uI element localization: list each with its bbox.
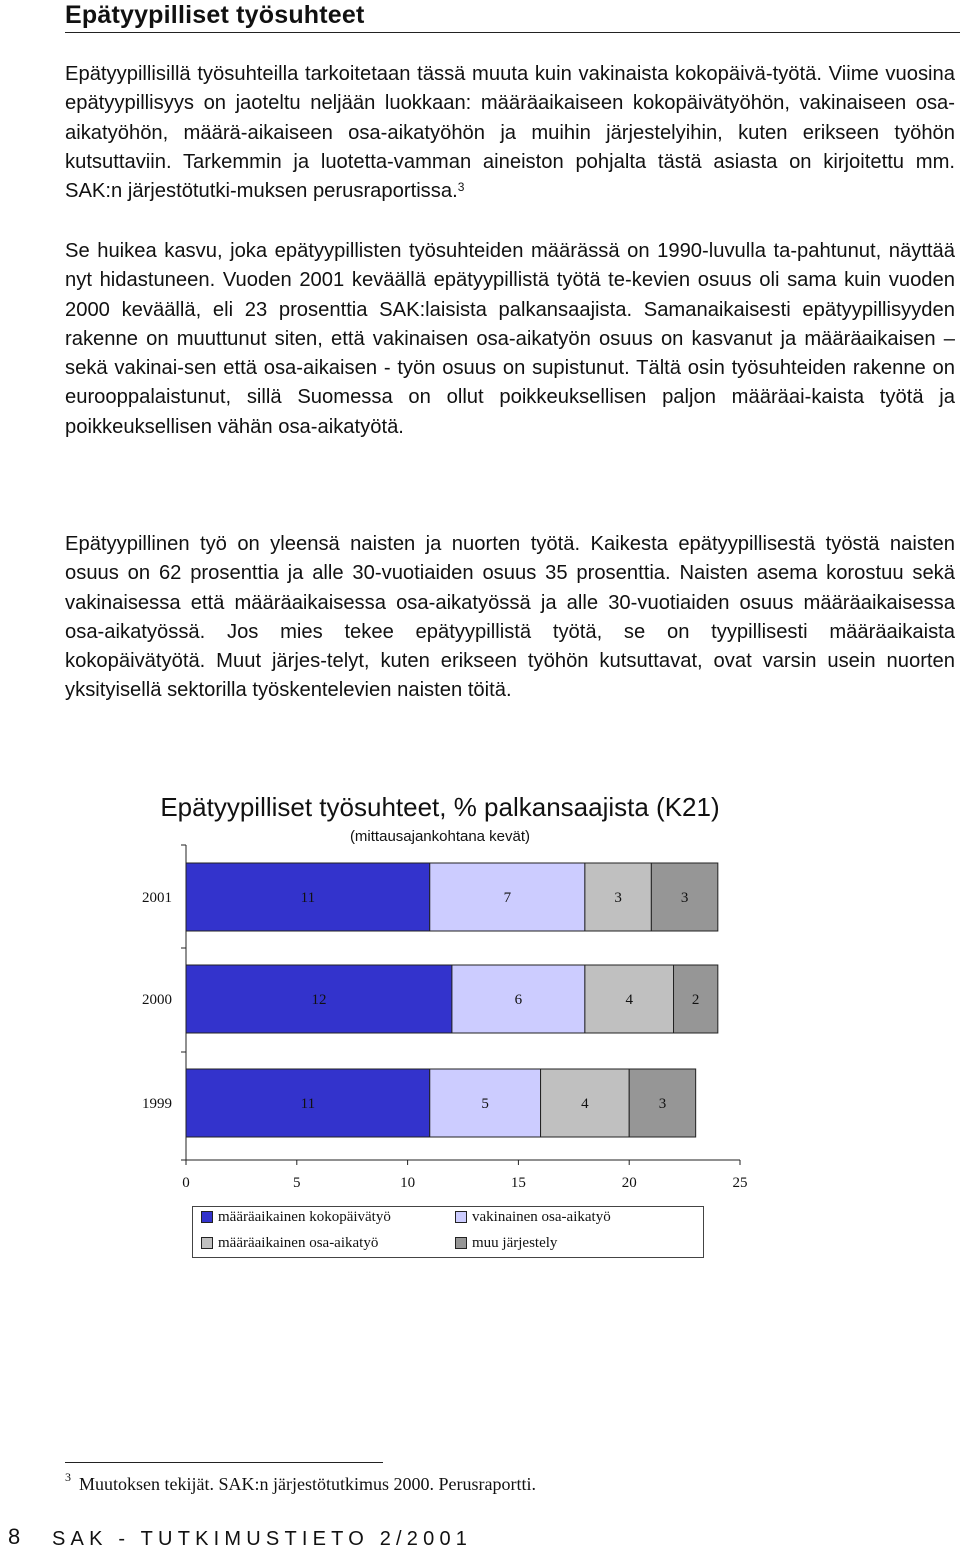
legend-item xyxy=(455,1207,611,1227)
footnote-number: 3 xyxy=(65,1470,71,1484)
x-tick-label: 10 xyxy=(400,1175,416,1191)
y-tick-label: 2000 xyxy=(142,992,172,1008)
x-tick-label: 20 xyxy=(621,1175,637,1191)
legend-swatch xyxy=(201,1237,213,1249)
data-label: 6 xyxy=(514,992,523,1008)
data-label: 3 xyxy=(614,890,622,906)
legend-label: määräaikainen kokopäivätyö xyxy=(218,1209,391,1225)
x-tick-label: 0 xyxy=(182,1175,190,1191)
footnote-text: Muutoksen tekijät. SAK:n järjestötutkimus 2000. Perusraportti. xyxy=(79,1474,536,1494)
data-label: 5 xyxy=(481,1096,489,1112)
x-tick-label: 25 xyxy=(732,1175,748,1191)
legend-item xyxy=(201,1207,391,1227)
footnote xyxy=(65,1470,536,1495)
paragraph-1-text: Epätyypillisillä työsuhteilla tarkoitetaan tässä muuta kuin vakinaista kokopäivä-työtä. Viime vuosina epätyypillisyys on jaoteltu neljään luokkaan: määräaikaiseen kokopäivätyöhön, vakinaiseen osa-aikatyöhön, määrä-aikaiseen osa-aikatyöhön ja muihin järjestelyihin, kuten erikseen työhön kutsuttaviin. Tarkemmin ja luotetta-vamman aineiston pohjalta tästä asiasta on kirjoitettu mm. SAK:n järjestötutki-muksen perusraportissa. xyxy=(65,63,955,203)
y-tick-label: 1999 xyxy=(142,1096,172,1112)
data-label: 7 xyxy=(503,890,512,906)
legend-swatch xyxy=(455,1211,467,1223)
data-label: 3 xyxy=(658,1096,667,1112)
data-label: 4 xyxy=(625,992,633,1008)
legend-item xyxy=(201,1233,378,1253)
footnote-rule xyxy=(65,1462,383,1463)
data-label: 11 xyxy=(300,890,316,906)
section-heading-text: Epätyypilliset työsuhteet xyxy=(65,1,365,29)
x-tick-label: 15 xyxy=(510,1175,526,1191)
chart-title: Epätyypilliset työsuhteet, % palkansaajista (K21) xyxy=(160,792,720,822)
data-label: 12 xyxy=(311,992,327,1008)
y-tick-label: 2001 xyxy=(142,890,172,906)
paragraph-2: Se huikea kasvu, joka epätyypillisten työsuhteiden määrässä on 1990-luvulla ta-pahtunut, näyttää nyt hidastuneen. Vuoden 2001 keväällä epätyypillistä työtä te-kevien osuus oli sama kuin vuoden 2000 keväällä, eli 23 prosenttia SAK:laisista palkansaajista. Samanaikaisesti epätyypillisyyden rakenne on muuttunut siten, että vakinaisen osa-aikatyön osuus on kasvanut ja määräaikaisen –sekä vakinai-sen että osa-aikaisen - työn osuus on supistunut. Tältä osin työsuhteiden rakenne on eurooppalaistunut, sillä Suomessa on ollut poikkeuksellisen paljon määräai-kaista työtä ja poikkeuksellisen vähän osa-aikatyötä. xyxy=(65,240,955,438)
footnote-reference: 3 xyxy=(457,180,465,195)
data-label: 4 xyxy=(581,1096,589,1112)
chart-legend xyxy=(192,1206,704,1258)
legend-label: määräaikainen osa-aikatyö xyxy=(218,1235,379,1251)
x-tick-label: 5 xyxy=(293,1175,301,1191)
chart-subtitle: (mittausajankohtana kevät) xyxy=(349,828,531,845)
legend-swatch xyxy=(455,1237,467,1249)
paragraph-3: Epätyypillinen työ on yleensä naisten ja nuorten työtä. Kaikesta epätyypillisestä työstä naisten osuus on 62 prosenttia ja alle 30-vuotiaiden osuus 35 prosenttia. Naisten asema korostuu sekä vakinaisessa että määräaikaisessa osa-aikatyössä ja alle 30-vuotiaiden osuus määräaikaisessa osa-aikatyössä. Jos mies tekee epätyypillistä työtä, se on tyypillisesti määräaikaista kokopäivätyötä. Muut järjes-telyt, kuten erikseen työhön kutsuttavat, ovat varsin usein nuorten yksityisellä sektorilla työskentelevien naisten töitä. xyxy=(65,533,955,702)
data-label: 11 xyxy=(300,1096,316,1112)
running-footer: SAK - TUTKIMUSTIETO 2/2001 xyxy=(52,1528,473,1550)
page-number: 8 xyxy=(8,1524,21,1549)
legend-label: vakinainen osa-aikatyö xyxy=(472,1209,611,1225)
legend-item xyxy=(455,1233,557,1253)
legend-swatch xyxy=(201,1211,213,1223)
data-label: 3 xyxy=(680,890,689,906)
legend-label: muu järjestely xyxy=(472,1235,558,1251)
data-label: 2 xyxy=(691,992,700,1008)
